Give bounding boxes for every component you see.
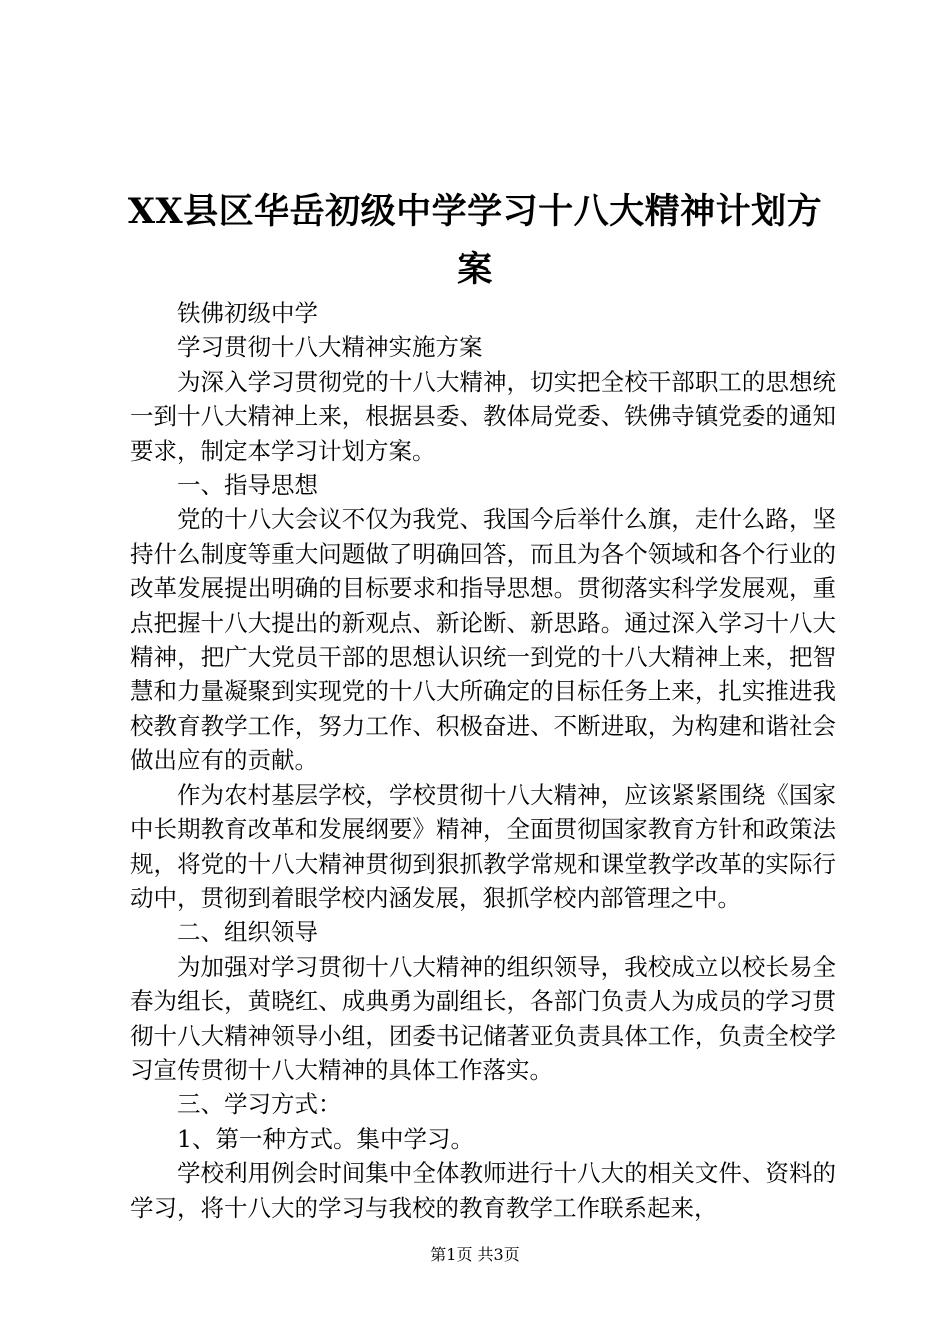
guiding-thought-paragraph: 党的十八大会议不仅为我党、我国今后举什么旗，走什么路，坚持什么制度等重大问题做了明确回答，而且为各个领域和各个行业的改革发展提出明确的目标要求和指导思想。贯彻落实科学发展观，重点把握十八大提出的新观点、新论断、新思路。通过深入学习十八大精神，把广大党员干部的思想认识统一到党的十八大精神上来，把智慧和力量凝聚到实现党的十八大所确定的目标任务上来，扎实推进我校教育教学工作，努力工作、积极奋进、不断进取，为构建和谐社会做出应有的贡献。 (130, 505, 836, 775)
intro-paragraph: 为深入学习贯彻党的十八大精神，切实把全校干部职工的思想统一到十八大精神上来，根据县委、教体局党委、铁佛寺镇党委的通知要求，制定本学习计划方案。 (130, 367, 836, 465)
section-heading-study-methods: 三、学习方式： (177, 1090, 342, 1119)
method-one-heading: 1、第一种方式。集中学习。 (177, 1124, 474, 1153)
section-heading-organization: 二、组织领导 (177, 918, 318, 947)
rural-school-paragraph: 作为农村基层学校，学校贯彻十八大精神，应该紧紧围绕《国家中长期教育改革和发展纲要》精神，全面贯彻国家教育方针和政策法规，将党的十八大精神贯彻到狠抓教学常规和课堂教学改革的实际行动中，贯彻到着眼学校内涵发展，狠抓学校内部管理之中。 (130, 780, 836, 912)
section-heading-guiding-thought: 一、指导思想 (177, 471, 318, 500)
plan-subtitle: 学习贯彻十八大精神实施方案 (177, 333, 483, 362)
document-title: XX县区华岳初级中学学习十八大精神计划方案 (127, 191, 823, 290)
method-one-paragraph: 学校利用例会时间集中全体教师进行十八大的相关文件、资料的学习，将十八大的学习与我校的教育教学工作联系起来， (130, 1159, 836, 1222)
document-body (130, 296, 836, 1225)
organization-paragraph: 为加强对学习贯彻十八大精神的组织领导，我校成立以校长易全春为组长，黄晓红、成典勇为副组长，各部门负责人为成员的学习贯彻十八大精神领导小组，团委书记储著亚负责具体工作，负责全校学习宣传贯彻十八大精神的具体工作落实。 (130, 952, 836, 1084)
school-name: 铁佛初级中学 (177, 299, 318, 327)
page-footer: 第1页 共3页 (430, 1245, 520, 1264)
